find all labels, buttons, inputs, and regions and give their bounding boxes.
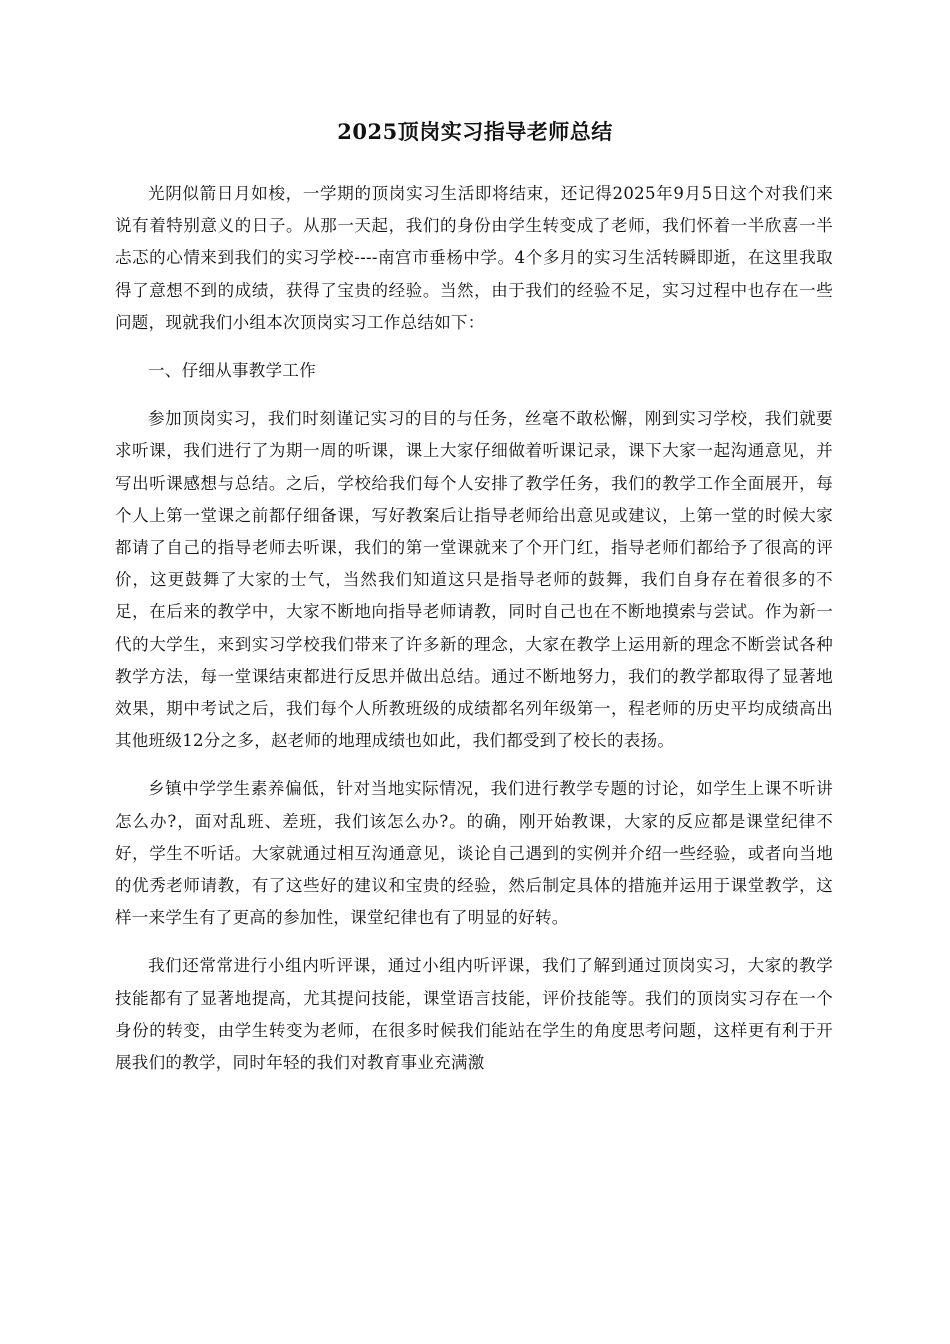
document-body [115, 178, 833, 1095]
paragraph-teaching-work: 参加顶岗实习，我们时刻谨记实习的目的与任务，丝毫不敢松懈，刚到实习学校，我们就要求听课，我们进行了为期一周的听课，课上大家仔细做着听课记录，课下大家一起沟通意见，并写出听课感想与总结。之后，学校给我们每个人安排了教学任务，我们的教学工作全面展开，每个人上第一堂课之前都仔细备课，写好教案后让指导老师给出意见或建议，上第一堂的时候大家都请了自己的指导老师去听课，我们的第一堂课就来了个开门红，指导老师们都给予了很高的评价，这更鼓舞了大家的士气，当然我们知道这只是指导老师的鼓舞，我们自身存在着很多的不足，在后来的教学中，大家不断地向指导老师请教，同时自己也在不断地摸索与尝试。作为新一代的大学生，来到实习学校我们带来了许多新的理念，大家在教学上运用新的理念不断尝试各种教学方法，每一堂课结束都进行反思并做出总结。通过不断地努力，我们的教学都取得了显著地效果，期中考试之后，我们每个人所教班级的成绩都名列年级第一，程老师的历史平均成绩高出其他班级12分之多，赵老师的地理成绩也如此，我们都受到了校长的表扬。 [115, 409, 833, 751]
document-title: 2025顶岗实习指导老师总结 [337, 119, 613, 144]
paragraph-intro: 光阴似箭日月如梭，一学期的顶岗实习生活即将结束，还记得2025年9月5日这个对我们来说有着特别意义的日子。从那一天起，我们的身份由学生转变成了老师，我们怀着一半欣喜一半忐忑的心情来到我们的实习学校----南宫市垂杨中学。4个多月的实习生活转瞬即逝，在这里我取得了意想不到的成绩，获得了宝贵的经验。当然，由于我们的经验不足，实习过程中也存在一些问题，现就我们小组本次顶岗实习工作总结如下： [115, 184, 833, 332]
paragraph-peer-review: 我们还常常进行小组内听评课，通过小组内听评课，我们了解到通过顶岗实习，大家的教学技能都有了显著地提高，尤其提问技能，课堂语言技能，评价技能等。我们的顶岗实习存在一个身份的转变，由学生转变为老师，在很多时候我们能站在学生的角度思考问题，这样更有利于开展我们的教学，同时年轻的我们对教育事业充满激 [115, 956, 833, 1073]
paragraph-classroom-discipline: 乡镇中学学生素养偏低，针对当地实际情况，我们进行教学专题的讨论，如学生上课不听讲怎么办?，面对乱班、差班，我们该怎么办?。的确，刚开始教课，大家的反应都是课堂纪律不好，学生不听话。大家就通过相互沟通意见，谈论自己遇到的实例并介绍一些经验，或者向当地的优秀老师请教，有了这些好的建议和宝贵的经验，然后制定具体的措施并运用于课堂教学，这样一来学生有了更高的参加性，课堂纪律也有了明显的好转。 [115, 779, 833, 928]
section-heading-teaching: 一、仔细从事教学工作 [148, 361, 316, 381]
